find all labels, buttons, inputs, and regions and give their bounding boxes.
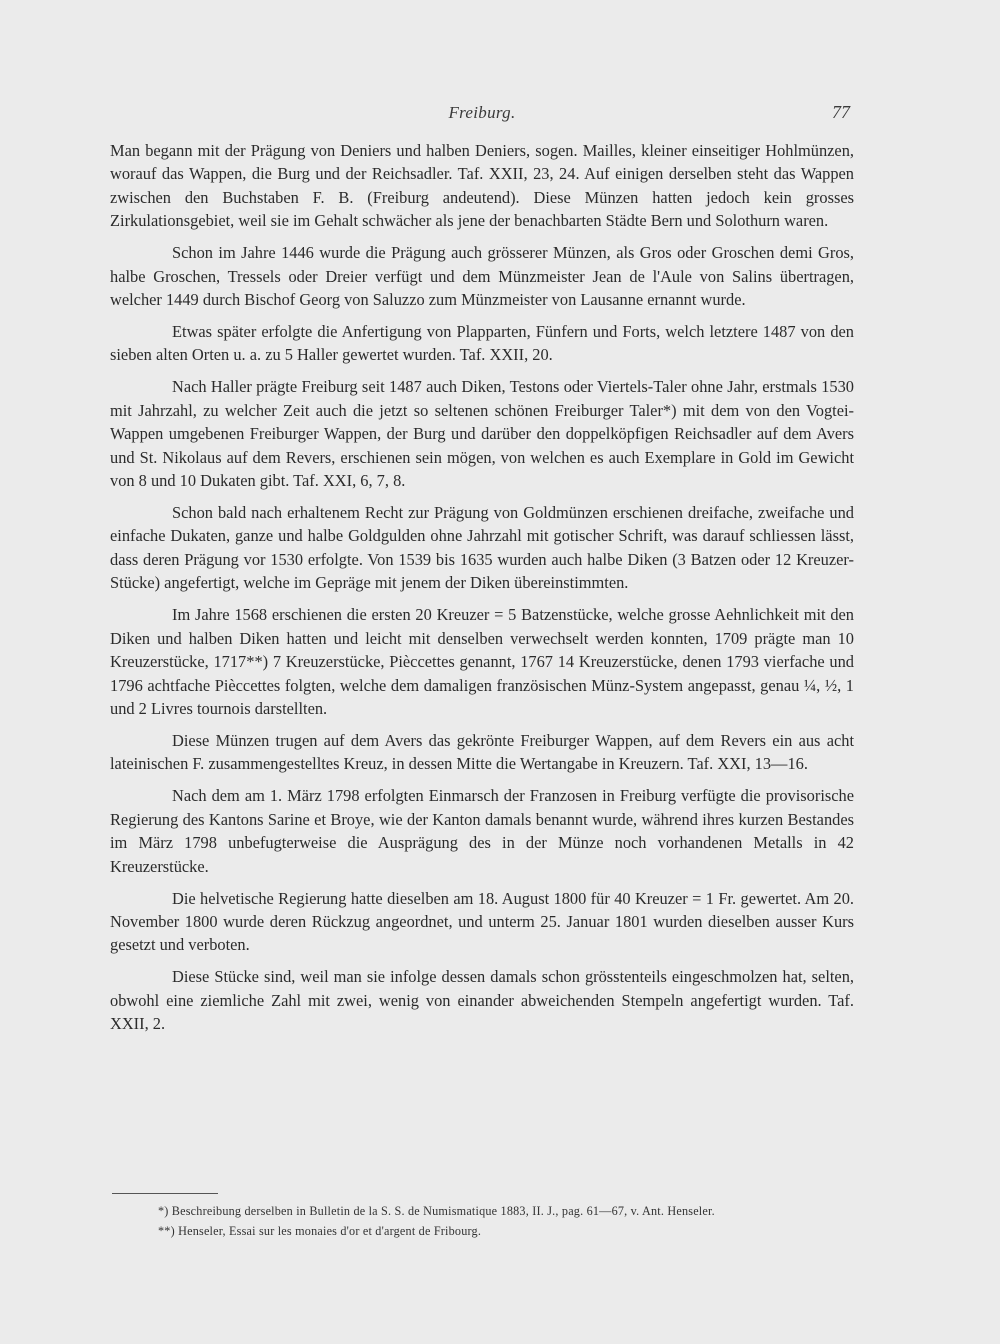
running-title: Freiburg. — [448, 103, 516, 122]
page-number: 77 — [832, 102, 850, 122]
paragraph: Nach Haller prägte Freiburg seit 1487 auch Diken, Testons oder Viertels-Taler ohne Jahr, erstmals 1530 mit Jahrzahl, zu welcher Zeit auch die jetzt so seltenen schönen Freiburger Taler*) mit dem von den Vogtei-Wappen umgebenen Freiburger Wappen, der Burg und darüber den doppelköpfigen Reichsadler auf dem Avers und St. Nikolaus auf dem Revers, erschienen sein mögen, von welchen es auch Exemplare in Gold im Gewicht von 8 und 10 Dukaten gibt. Taf. XXI, 6, 7, 8. — [110, 377, 854, 491]
footnote-rule — [112, 1193, 218, 1194]
paragraph: Schon bald nach erhaltenem Recht zur Prägung von Goldmünzen erschienen dreifache, zweifache und einfache Dukaten, ganze und halbe Goldgulden ohne Jahrzahl mit gotischer Schrift, was darauf schliessen lässt, dass deren Prägung vor 1530 erfolgte. Von 1539 bis 1635 wurden auch halbe Diken (3 Batzen oder 12 Kreuzer-Stücke) angefertigt, welche im Gepräge mit jenem der Diken übereinstimmten. — [110, 503, 854, 593]
page-header — [110, 103, 854, 127]
footnotes — [110, 1201, 854, 1241]
footnote: *) Beschreibung derselben in Bulletin de la S. S. de Numismatique 1883, II. J., pag. 61—67, v. Ant. Henseler. — [158, 1204, 715, 1218]
paragraph: Diese Stücke sind, weil man sie infolge dessen damals schon grösstenteils eingeschmolzen hat, selten, obwohl eine ziemliche Zahl mit zwei, wenig von einander abweichenden Stempeln angefertigt wurden. Taf. XXII, 2. — [110, 967, 854, 1034]
paragraph: Diese Münzen trugen auf dem Avers das gekrönte Freiburger Wappen, auf dem Revers ein aus acht lateinischen F. zusammengestelltes Kreuz, in dessen Mitte die Wertangabe in Kreuzern. Taf. XXI, 13—16. — [110, 730, 854, 774]
paragraph: Nach dem am 1. März 1798 erfolgten Einmarsch der Franzosen in Freiburg verfügte die provisorische Regierung des Kantons Sarine et Broye, wie der Kanton damals benannt wurde, während ihres kurzen Bestandes im März 1798 unbefugterweise die Ausprägung des in der Münze noch vorhandenen Metalls in 42 Kreuzerstücke. — [110, 786, 854, 876]
paragraph: Etwas später erfolgte die Anfertigung von Plapparten, Fünfern und Forts, welch letztere 1487 von den sieben alten Orten u. a. zu 5 Haller gewertet wurden. Taf. XXII, 20. — [110, 322, 854, 365]
body-text — [110, 139, 854, 1036]
paragraph: Man begann mit der Prägung von Deniers und halben Deniers, sogen. Mailles, kleiner einseitiger Hohlmünzen, worauf das Wappen, die Burg und der Reichsadler. Taf. XXII, 23, 24. Auf einigen derselben steht das Wappen zwischen den Buchstaben F. B. (Freiburg andeutend). Diese Münzen hatten jedoch kein grosses Zirkulationsgebiet, weil sie im Gehalt schwächer als jene der benachbarten Städte Bern und Solothurn waren. — [110, 141, 854, 231]
paragraph: Die helvetische Regierung hatte dieselben am 18. August 1800 für 40 Kreuzer = 1 Fr. gewertet. Am 20. November 1800 wurde deren Rückzug angeordnet, und unterm 25. Januar 1801 wurden dieselben ausser Kurs gesetzt und verboten. — [110, 888, 854, 955]
paragraph: Schon im Jahre 1446 wurde die Prägung auch grösserer Münzen, als Gros oder Groschen demi Gros, halbe Groschen, Tressels oder Dreier verfügt und dem Münzmeister Jean de l'Aule von Salins übertragen, welcher 1449 durch Bischof Georg von Saluzzo zum Münzmeister von Lausanne ernannt wurde. — [110, 243, 854, 310]
paragraph: Im Jahre 1568 erschienen die ersten 20 Kreuzer = 5 Batzenstücke, welche grosse Aehnlichkeit mit den Diken und halben Diken hatten und leicht mit denselben verwechselt werden konnten, 1709 prägte man 10 Kreuzerstücke, 1717**) 7 Kreuzerstücke, Pièccettes genannt, 1767 14 Kreuzerstücke, denen 1793 vierfache und 1796 achtfache Pièccettes folgten, welche dem damaligen französischen Münz-System angepasst, genau ¼, ½, 1 und 2 Livres tournois darstellten. — [110, 605, 854, 718]
footnote: **) Henseler, Essai sur les monaies d'or et d'argent de Fribourg. — [158, 1224, 482, 1238]
